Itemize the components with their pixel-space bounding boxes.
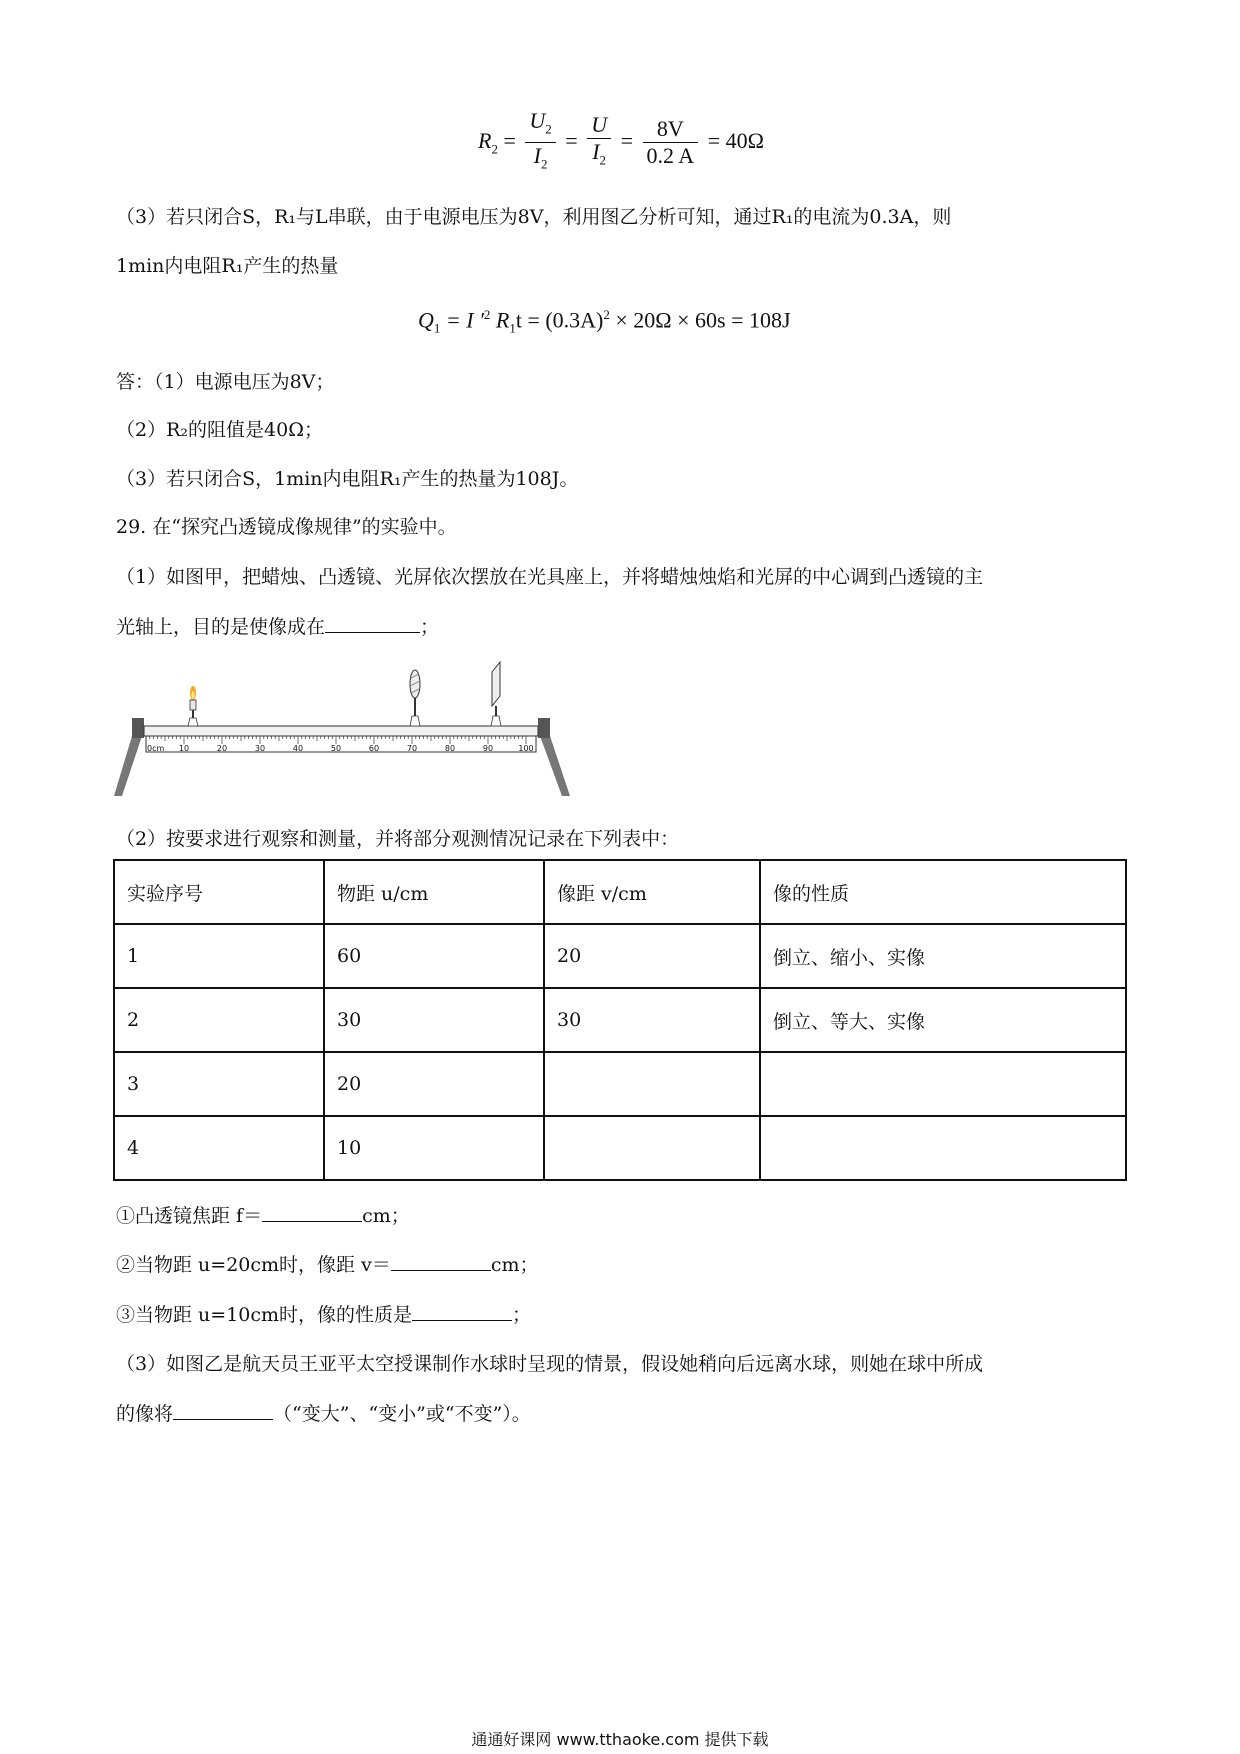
part3-line1: （3）若只闭合S，R₁与L串联，由于电源电压为8V，利用图乙分析可知，通过R₁的电流为0.3A，则 <box>116 206 952 228</box>
eq2-lhs-sub: 1 <box>433 320 441 336</box>
eq1-result: = 40Ω <box>707 127 764 153</box>
scale-tick-label: 20 <box>216 744 228 753</box>
scale-tick-label: 0cm <box>147 744 165 753</box>
eq1-lhs-sub: 2 <box>491 141 498 157</box>
question-29-title: 29. 在“探究凸透镜成像规律”的实验中。 <box>116 516 457 538</box>
scale-tick-label: 70 <box>406 744 418 753</box>
cell-trial: 2 <box>114 988 324 1052</box>
q29-1-end: ； <box>420 616 440 638</box>
cell-object-distance: 10 <box>324 1116 544 1180</box>
table-header-row <box>114 860 1126 924</box>
cell-trial: 4 <box>114 1116 324 1180</box>
scale-tick-label: 100 <box>518 744 534 753</box>
equation-heat <box>418 307 791 337</box>
eq2-r-sub: 1 <box>509 320 516 336</box>
eq1-frac1-num-sub: 2 <box>545 121 552 137</box>
cell-object-distance: 30 <box>324 988 544 1052</box>
question-29-part2: （2）按要求进行观察和测量，并将部分观测情况记录在下列表中： <box>116 828 680 850</box>
eq1-frac1-den: I <box>533 143 541 169</box>
cell-image-nature: 倒立、缩小、实像 <box>760 924 1126 988</box>
q29-3-text: 的像将 <box>116 1403 174 1425</box>
cell-image-nature[interactable] <box>760 1052 1126 1116</box>
bench-right-block <box>538 718 550 738</box>
eq2-rest-sup: 2 <box>603 307 610 322</box>
eq2-tail: × 20Ω × 60s = 108J <box>609 307 791 333</box>
candle <box>188 686 198 726</box>
optical-bench-figure <box>110 660 580 810</box>
table-row <box>114 924 1126 988</box>
scale-tick-label: 50 <box>330 744 342 753</box>
question-29-part3-line2 <box>116 1401 531 1426</box>
scale-tick-label: 40 <box>292 744 304 753</box>
sub-question-2 <box>116 1252 538 1277</box>
eq1-frac1 <box>525 108 555 178</box>
cell-image-nature[interactable] <box>760 1116 1126 1180</box>
eq2-rest: t = (0.3A) <box>515 307 604 333</box>
scale-tick-label: 30 <box>254 744 266 753</box>
eq1-frac2-num: U <box>591 112 608 138</box>
cell-trial: 1 <box>114 924 324 988</box>
eq1-frac3-den: 0.2 A <box>646 143 695 169</box>
question-29-part1-line2 <box>116 614 439 639</box>
scale-tick-label: 10 <box>178 744 190 753</box>
cell-image-distance[interactable] <box>544 1116 760 1180</box>
answer-blank-image-position[interactable] <box>325 614 420 633</box>
cell-image-distance: 20 <box>544 924 760 988</box>
cell-object-distance: 60 <box>324 924 544 988</box>
scale-tick-label: 90 <box>482 744 494 753</box>
eq1-lhs: R <box>478 127 492 153</box>
cell-image-distance: 30 <box>544 988 760 1052</box>
sub1-unit: cm； <box>362 1205 410 1227</box>
question-29-part1-line1: （1）如图甲，把蜡烛、凸透镜、光屏依次摆放在光具座上，并将蜡烛烛焰和光屏的中心调到凸透镜的主 <box>116 566 984 588</box>
eq2-lhs: Q <box>418 307 434 333</box>
q29-1-text: 光轴上，目的是使像成在 <box>116 616 326 638</box>
answer-blank-image-size[interactable] <box>173 1401 273 1420</box>
bench-right-leg <box>540 736 570 796</box>
eq1-frac2-den-sub: 2 <box>599 152 607 168</box>
answer-2: （2）R₂的阻值是40Ω； <box>116 419 323 441</box>
convex-lens <box>410 670 420 726</box>
sub-question-3 <box>116 1302 531 1327</box>
eq2-mid: = I ′ <box>440 307 484 333</box>
eq2-mid-sup: 2 <box>483 307 491 322</box>
eq1-frac2-den: I <box>592 139 600 165</box>
sub1-text: ①凸透镜焦距 f＝ <box>116 1205 263 1227</box>
eq1-frac3-num: 8V <box>643 116 699 143</box>
sub3-end: ； <box>512 1304 532 1326</box>
eq1-frac1-den-sub: 2 <box>540 156 548 172</box>
answer-3: （3）若只闭合S，1min内电阻R₁产生的热量为108J。 <box>116 468 579 490</box>
sub3-text: ③当物距 u=10cm时，像的性质是 <box>116 1304 413 1326</box>
table-row <box>114 988 1126 1052</box>
cell-trial: 3 <box>114 1052 324 1116</box>
eq1-frac3 <box>643 116 699 169</box>
answer-1: 答：（1）电源电压为8V； <box>116 371 335 393</box>
light-screen <box>491 662 501 726</box>
sub-question-1 <box>116 1203 410 1228</box>
bench-left-block <box>132 718 144 738</box>
equation-r2: $R_2$ = $\frac{U_2}{I_2}$ = $\frac{U}{I_2}$ = $\frac{8V}{0.2 A}$ = 40Ω <box>478 108 764 178</box>
scale-tick-label: 60 <box>368 744 380 753</box>
observation-table <box>113 859 1127 1181</box>
q29-3-options: （“变大”、“变小”或“不变”）。 <box>273 1403 531 1425</box>
bench-left-leg <box>114 736 142 796</box>
table-row <box>114 1052 1126 1116</box>
sub2-unit: cm； <box>490 1254 539 1276</box>
bench-rail <box>144 726 538 736</box>
cell-image-nature: 倒立、等大、实像 <box>760 988 1126 1052</box>
answer-blank-focal-length[interactable] <box>262 1203 362 1222</box>
header-trial: 实验序号 <box>114 860 324 924</box>
eq1-frac1-num: U <box>529 108 546 133</box>
header-image-distance: 像距 v/cm <box>544 860 760 924</box>
part3-line2: 1min内电阻R₁产生的热量 <box>116 255 339 277</box>
cell-object-distance: 20 <box>324 1052 544 1116</box>
question-29-part3-line1: （3）如图乙是航天员王亚平太空授课制作水球时呈现的情景，假设她稍向后远离水球，则她在球中所成 <box>116 1353 984 1375</box>
answer-blank-image-nature[interactable] <box>412 1302 512 1321</box>
scale-tick-label: 80 <box>444 744 456 753</box>
header-image-nature: 像的性质 <box>760 860 1126 924</box>
footer-source: 通通好课网 www.tthaoke.com 提供下载 <box>471 1730 769 1749</box>
eq2-r: R <box>490 307 510 333</box>
answer-blank-image-distance[interactable] <box>391 1252 491 1271</box>
cell-image-distance[interactable] <box>544 1052 760 1116</box>
table-row <box>114 1116 1126 1180</box>
header-object-distance: 物距 u/cm <box>324 860 544 924</box>
sub2-text: ②当物距 u=20cm时，像距 v＝ <box>116 1254 391 1276</box>
eq1-frac2 <box>587 112 611 173</box>
